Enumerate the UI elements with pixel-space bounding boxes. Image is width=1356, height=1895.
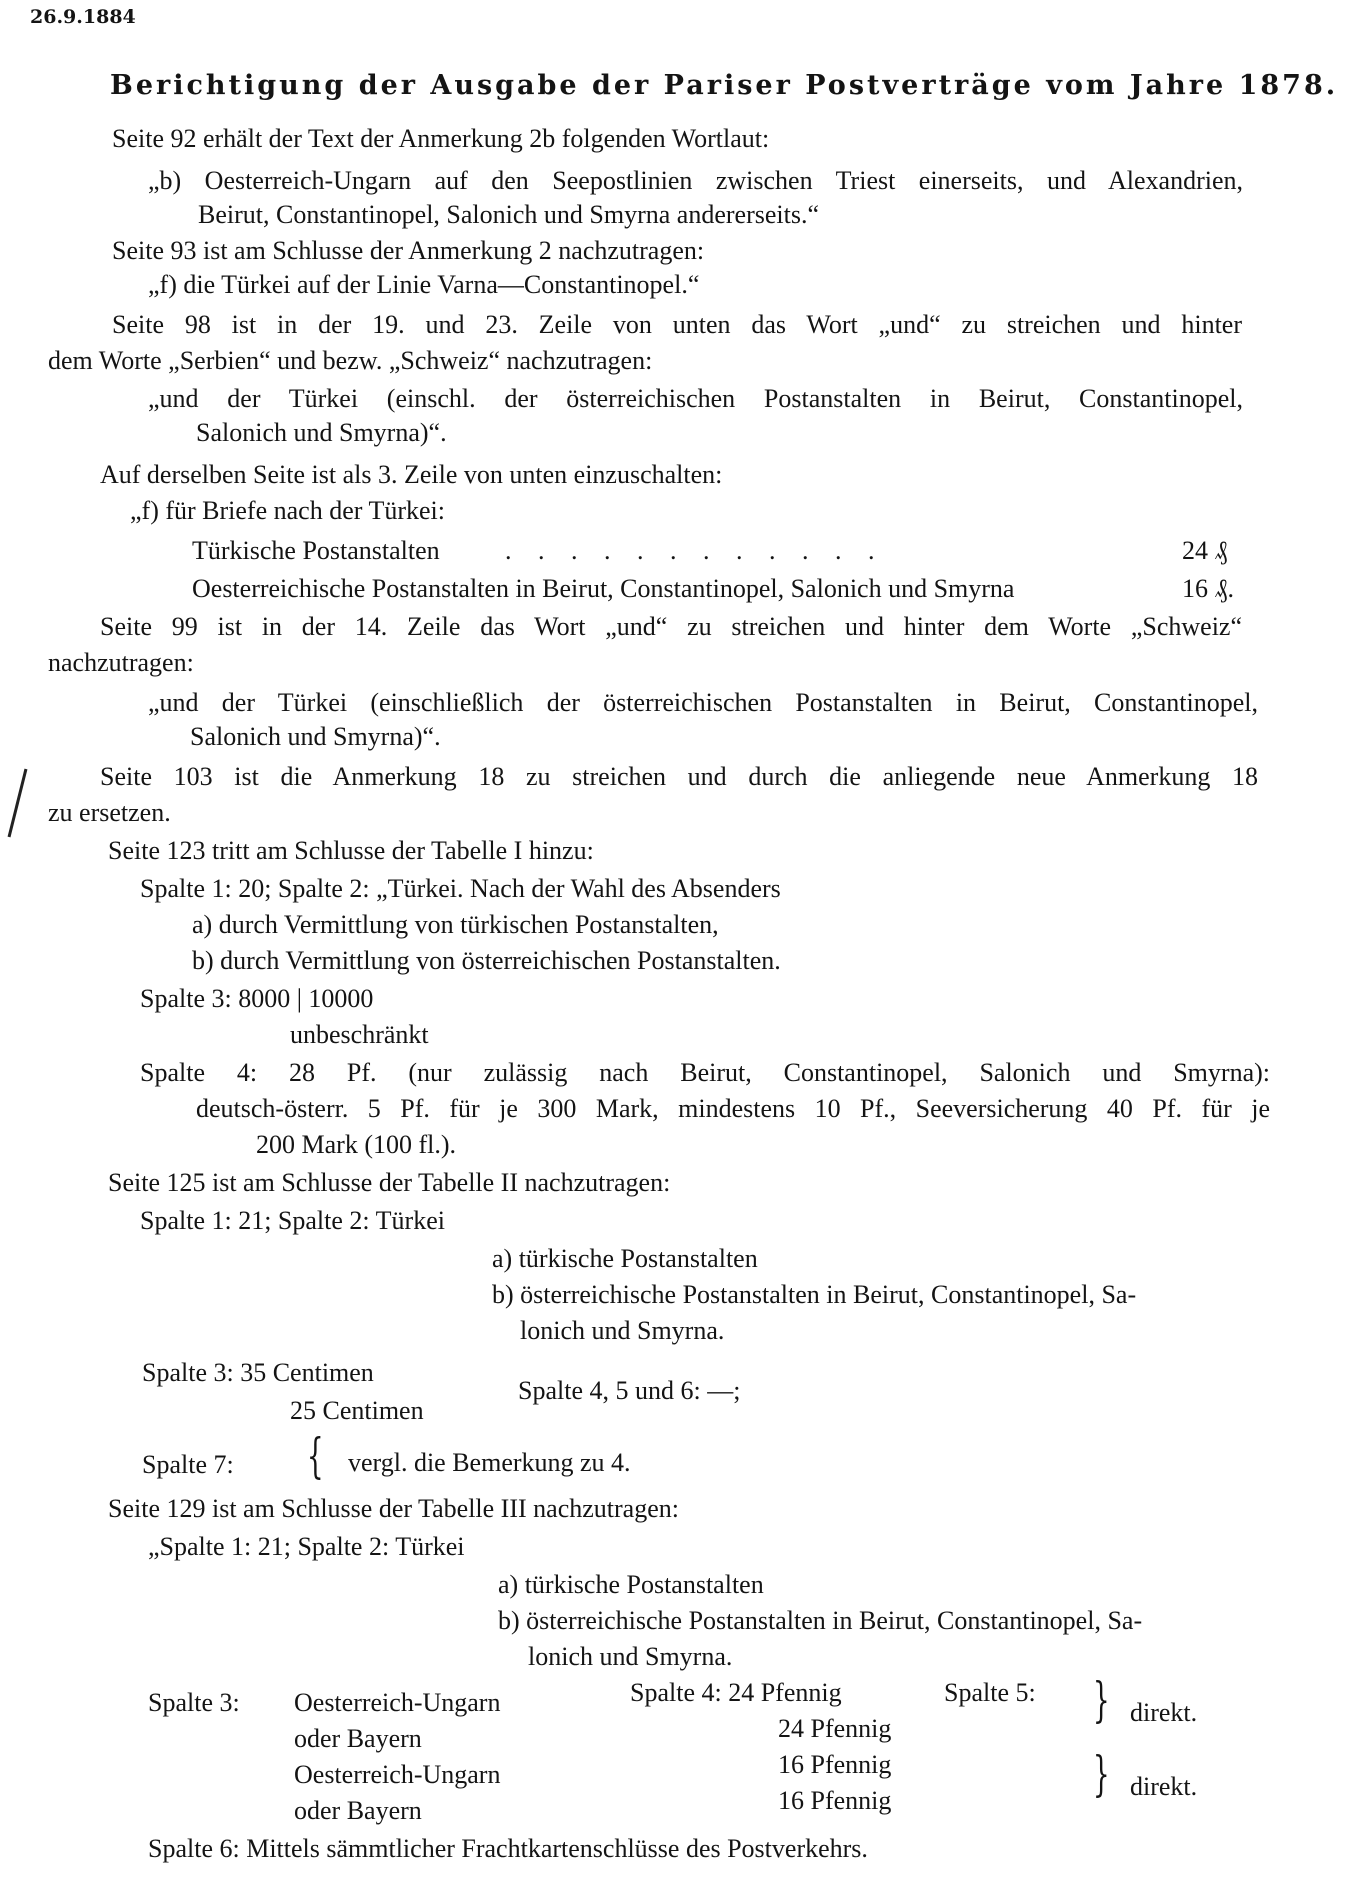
text-line: Spalte 1: 21; Spalte 2: Türkei [140,1206,445,1235]
text-line: „und der Türkei (einschl. der österreichischen Postanstalten in Beirut, Constantinopel, [148,384,1243,413]
text-line: lonich und Smyrna. [528,1642,733,1671]
text-line: 25 Centimen [290,1396,424,1425]
leader-dots: . . . . . . . . . . . . [505,536,885,565]
brace-icon: } [1092,1672,1110,1728]
tariff-label: Türkische Postanstalten [192,536,440,565]
margin-mark [8,769,28,838]
document-date: 26.9.1884 [30,6,136,28]
tariff-label: Oesterreichische Postanstalten in Beirut, Constantinopel, Salonich und Smyrna [192,574,1015,603]
tariff-value: 16 ₰. [1182,574,1234,603]
document-title: Berichtigung der Ausgabe der Pariser Postverträge vom Jahre 1878. [110,70,1339,101]
correction-page-98: Seite 98 ist in der 19. und 23. Zeile von unten das Wort „und“ zu streichen und hinter [112,310,1242,339]
correction-page-103: Seite 103 ist die Anmerkung 18 zu streichen und durch die anliegende neue Anmerkung 18 [100,762,1258,791]
text-line: „b) Oesterreich-Ungarn auf den Seepostlinien zwischen Triest einerseits, und Alexandrien, [148,166,1243,195]
table-cell: Spalte 4: 24 Pfennig [630,1678,842,1707]
text-line: „Spalte 1: 21; Spalte 2: Türkei [148,1532,465,1561]
text-line: Spalte 3: 8000 | 10000 [140,984,374,1013]
correction-page-129: Seite 129 ist am Schlusse der Tabelle III nachzutragen: [108,1494,679,1523]
brace-icon: } [1092,1746,1110,1802]
table-cell: 24 Pfennig [778,1714,892,1743]
correction-page-92: Seite 92 erhält der Text der Anmerkung 2b folgenden Wortlaut: [112,124,770,153]
table-cell: Oesterreich-Ungarn [294,1760,501,1789]
correction-page-123: Seite 123 tritt am Schlusse der Tabelle I hinzu: [108,836,594,865]
text-line: a) türkische Postanstalten [498,1570,764,1599]
text-line: Spalte 1: 20; Spalte 2: „Türkei. Nach der Wahl des Absenders [140,874,781,903]
table-cell: oder Bayern [294,1796,422,1825]
text-line: Beirut, Constantinopel, Salonich und Smyrna andererseits.“ [198,200,819,229]
text-line: „und der Türkei (einschließlich der österreichischen Postanstalten in Beirut, Constantinopel, [148,688,1258,717]
correction-page-99: Seite 99 ist in der 14. Zeile das Wort „und“ zu streichen und hinter dem Worte „Schweiz“ [100,612,1242,641]
text-line: deutsch-österr. 5 Pf. für je 300 Mark, mindestens 10 Pf., Seeversicherung 40 Pf. für je [196,1094,1270,1123]
text-line: Salonich und Smyrna)“. [196,418,447,447]
text-line: b) österreichische Postanstalten in Beirut, Constantinopel, Sa- [498,1606,1143,1635]
text-line: zu ersetzen. [48,798,171,827]
text-line: dem Worte „Serbien“ und bezw. „Schweiz“ nachzutragen: [48,346,653,375]
correction-page-93: Seite 93 ist am Schlusse der Anmerkung 2 nachzutragen: [112,236,705,265]
text-line: Spalte 7: [142,1450,234,1479]
table-cell: direkt. [1130,1698,1198,1727]
table-cell: Spalte 3: [148,1688,240,1717]
correction-page-125: Seite 125 ist am Schlusse der Tabelle II nachzutragen: [108,1168,671,1197]
text-line: a) durch Vermittlung von türkischen Postanstalten, [192,910,719,939]
text-line: Spalte 4: 28 Pf. (nur zulässig nach Beirut, Constantinopel, Salonich und Smyrna): [140,1058,1270,1087]
text-line: vergl. die Bemerkung zu 4. [348,1448,631,1477]
table-cell: oder Bayern [294,1724,422,1753]
text-line: Spalte 6: Mittels sämmtlicher Frachtkartenschlüsse des Postverkehrs. [148,1834,868,1863]
brace-icon: { [306,1428,324,1484]
text-line: b) durch Vermittlung von österreichischen Postanstalten. [192,946,781,975]
text-line: Salonich und Smyrna)“. [190,722,441,751]
text-line: lonich und Smyrna. [520,1316,725,1345]
table-cell: direkt. [1130,1772,1198,1801]
text-line: nachzutragen: [48,648,194,677]
text-line: Spalte 4, 5 und 6: —; [518,1376,741,1405]
text-line: a) türkische Postanstalten [492,1244,758,1273]
table-cell: 16 Pfennig [778,1786,892,1815]
correction-same-page: Auf derselben Seite ist als 3. Zeile von unten einzuschalten: [100,460,723,489]
table-cell: 16 Pfennig [778,1750,892,1779]
text-line: unbeschränkt [290,1020,429,1049]
table-cell: Spalte 5: [944,1678,1036,1707]
text-line: „f) für Briefe nach der Türkei: [130,496,445,525]
text-line: 200 Mark (100 fl.). [256,1130,457,1159]
text-line: Spalte 3: 35 Centimen [142,1358,374,1387]
table-cell: Oesterreich-Ungarn [294,1688,501,1717]
text-line: b) österreichische Postanstalten in Beirut, Constantinopel, Sa- [492,1280,1137,1309]
text-line: „f) die Türkei auf der Linie Varna—Constantinopel.“ [148,270,700,299]
tariff-value: 24 ₰ [1182,536,1228,565]
